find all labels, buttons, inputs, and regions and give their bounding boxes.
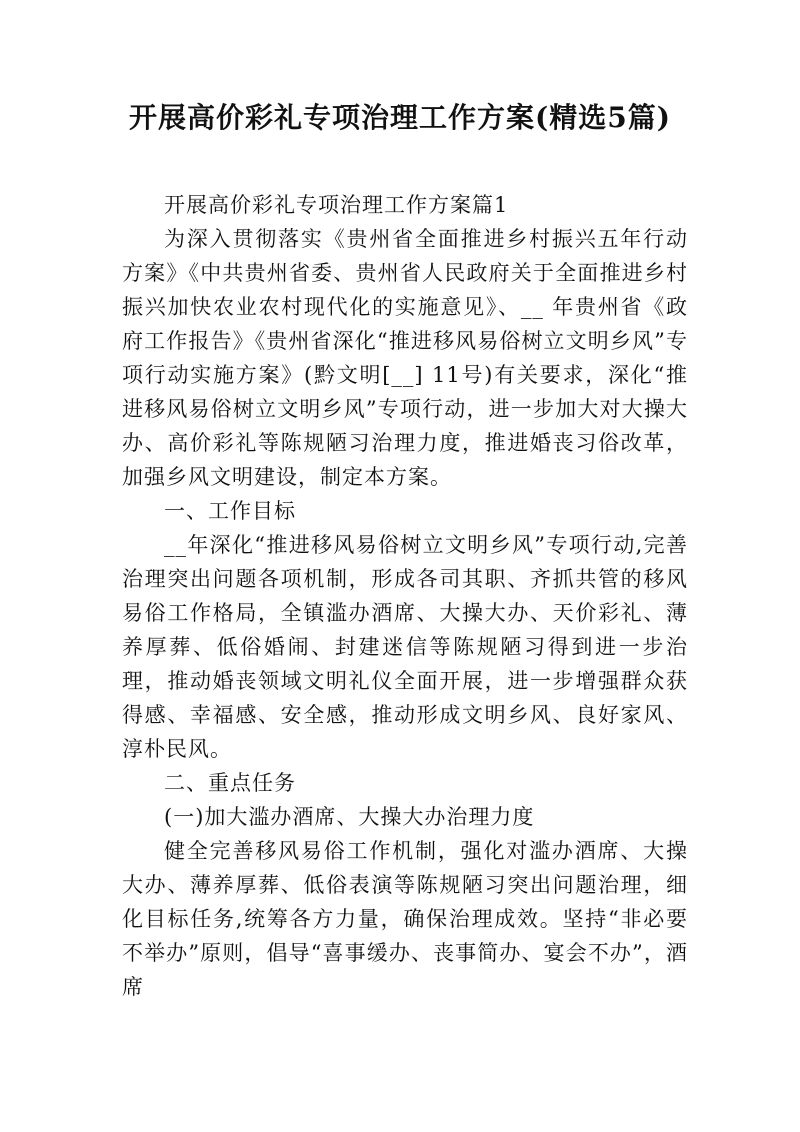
paragraph-banquet-governance: 健全完善移风易俗工作机制，强化对滥办酒席、大操大办、薄养厚葬、低俗表演等陈规陋习突出问题治理，细化目标任务,统筹各方力量，确保治理成效。坚持“非必要不举办”原则，倡导“喜事缓办、丧事简办、宴会不办”，酒席 (122, 839, 688, 999)
document-title: 开展高价彩礼专项治理工作方案(精选5篇) (129, 101, 671, 134)
document-body (122, 188, 688, 1004)
section-heading: 开展高价彩礼专项治理工作方案篇1 (164, 193, 509, 217)
subheading-banquet-governance: (一)加大滥办酒席、大操大办治理力度 (164, 805, 535, 829)
heading-key-tasks: 二、重点任务 (164, 771, 296, 795)
paragraph-work-goals: __年深化“推进移风易俗树立文明乡风”专项行动,完善治理突出问题各项机制，形成各司其职、齐抓共管的移风易俗工作格局，全镇滥办酒席、大操大办、天价彩礼、薄养厚葬、低俗婚闹、封建迷信等陈规陋习得到进一步治理，推动婚丧领域文明礼仪全面开展，进一步增强群众获得感、幸福感、安全感，推动形成文明乡风、良好家风、淳朴民风。 (122, 533, 688, 761)
heading-work-goals: 一、工作目标 (164, 499, 296, 523)
intro-paragraph: 为深入贯彻落实《贵州省全面推进乡村振兴五年行动方案》《中共贵州省委、贵州省人民政府关于全面推进乡村振兴加快农业农村现代化的实施意见》、__ 年贵州省《政府工作报告》《贵州省深化“推进移风易俗树立文明乡风”专项行动实施方案》(黔文明[__] 11号)有关要求，深化“推进移风易俗树立文明乡风”专项行动，进一步加大对大操大办、高价彩礼等陈规陋习治理力度，推进婚丧习俗改革，加强乡风文明建设，制定本方案。 (122, 227, 688, 489)
